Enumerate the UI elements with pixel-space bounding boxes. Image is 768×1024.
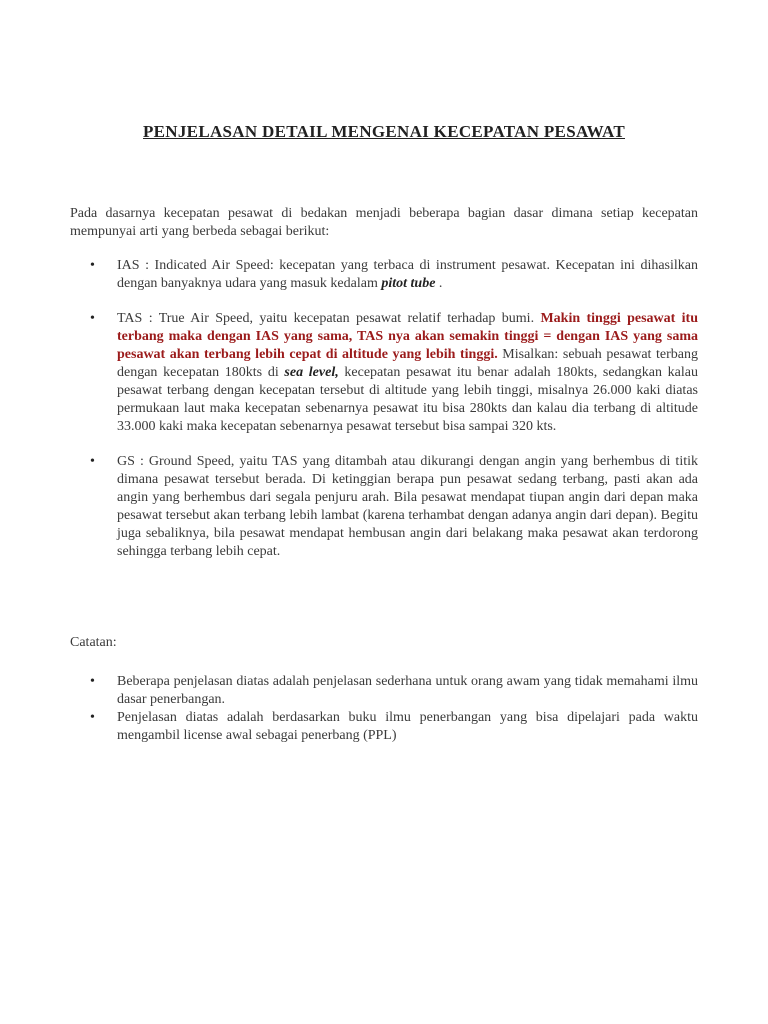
speed-type-list (70, 257, 698, 561)
ias-end: . (435, 276, 443, 291)
list-item: • Beberapa penjelasan diatas adalah penjelasan sederhana untuk orang awam yang tidak memahami ilmu dasar penerbangan. (70, 673, 698, 709)
tas-term: sea level, (284, 365, 339, 380)
intro-paragraph: Pada dasarnya kecepatan pesawat di bedakan menjadi beberapa bagian dasar dimana setiap kecepatan mempunyai arti yang berbeda sebagai berikut: (70, 206, 698, 239)
tas-text-2: Misalkan: sebuah pesawat terbang dengan kecepatan 180kts di (117, 347, 698, 380)
list-item-tas (70, 310, 698, 436)
notes-list (70, 673, 698, 745)
tas-text-1: TAS : True Air Speed, yaitu kecepatan pesawat relatif terhadap bumi. (117, 311, 541, 326)
ias-text: IAS : Indicated Air Speed: kecepatan yang terbaca di instrument pesawat. Kecepatan ini dihasilkan dengan banyaknya udara yang masuk kedalam (117, 258, 698, 291)
list-item-ias (70, 257, 698, 293)
notes-label: Catatan: (70, 635, 117, 650)
ias-term: pitot tube (381, 276, 436, 291)
document-title: PENJELASAN DETAIL MENGENAI KECEPATAN PESAWAT (142, 122, 626, 141)
tas-highlight: Makin tinggi pesawat itu terbang maka dengan IAS yang sama, TAS nya akan semakin tinggi = dengan IAS yang sama pesawat akan terbang lebih cepat di altitude yang lebih tinggi. (117, 311, 698, 362)
tas-text-3: kecepatan pesawat itu benar adalah 180kts, sedangkan kalau pesawat terbang dengan kecepatan tersebut di altitude yang lebih tinggi, misalnya 26.000 kaki diatas permukaan laut maka kecepatan sebenarnya pesawat itu bisa 280kts dan kalau dia terbang di altitude 33.000 kaki maka kecepatan sebenarnya pesawat tersebut bisa sampai 320 kts. (117, 365, 698, 434)
list-item-gs (70, 453, 698, 561)
gs-text: GS : Ground Speed, yaitu TAS yang ditambah atau dikurangi dengan angin yang berhembus di titik dimana pesawat tersebut berada. Di ketinggian berapa pun pesawat sedang terbang, pasti akan ada angin yang berhembus dari segala penjuru arah. Bila pesawat mendapat tiupan angin dari depan maka pesawat tersebut akan terbang lebih lambat (karena terhambat dengan adanya angin dari depan). Begitu juga sebaliknya, bila pesawat mendapat hembusan angin dari belakang maka pesawat akan terdorong sehingga terbang lebih cepat. (117, 454, 698, 559)
list-item: • Penjelasan diatas adalah berdasarkan buku ilmu penerbangan yang bisa dipelajari pada waktu mengambil license awal sebagai penerbang (PPL) (70, 709, 698, 745)
